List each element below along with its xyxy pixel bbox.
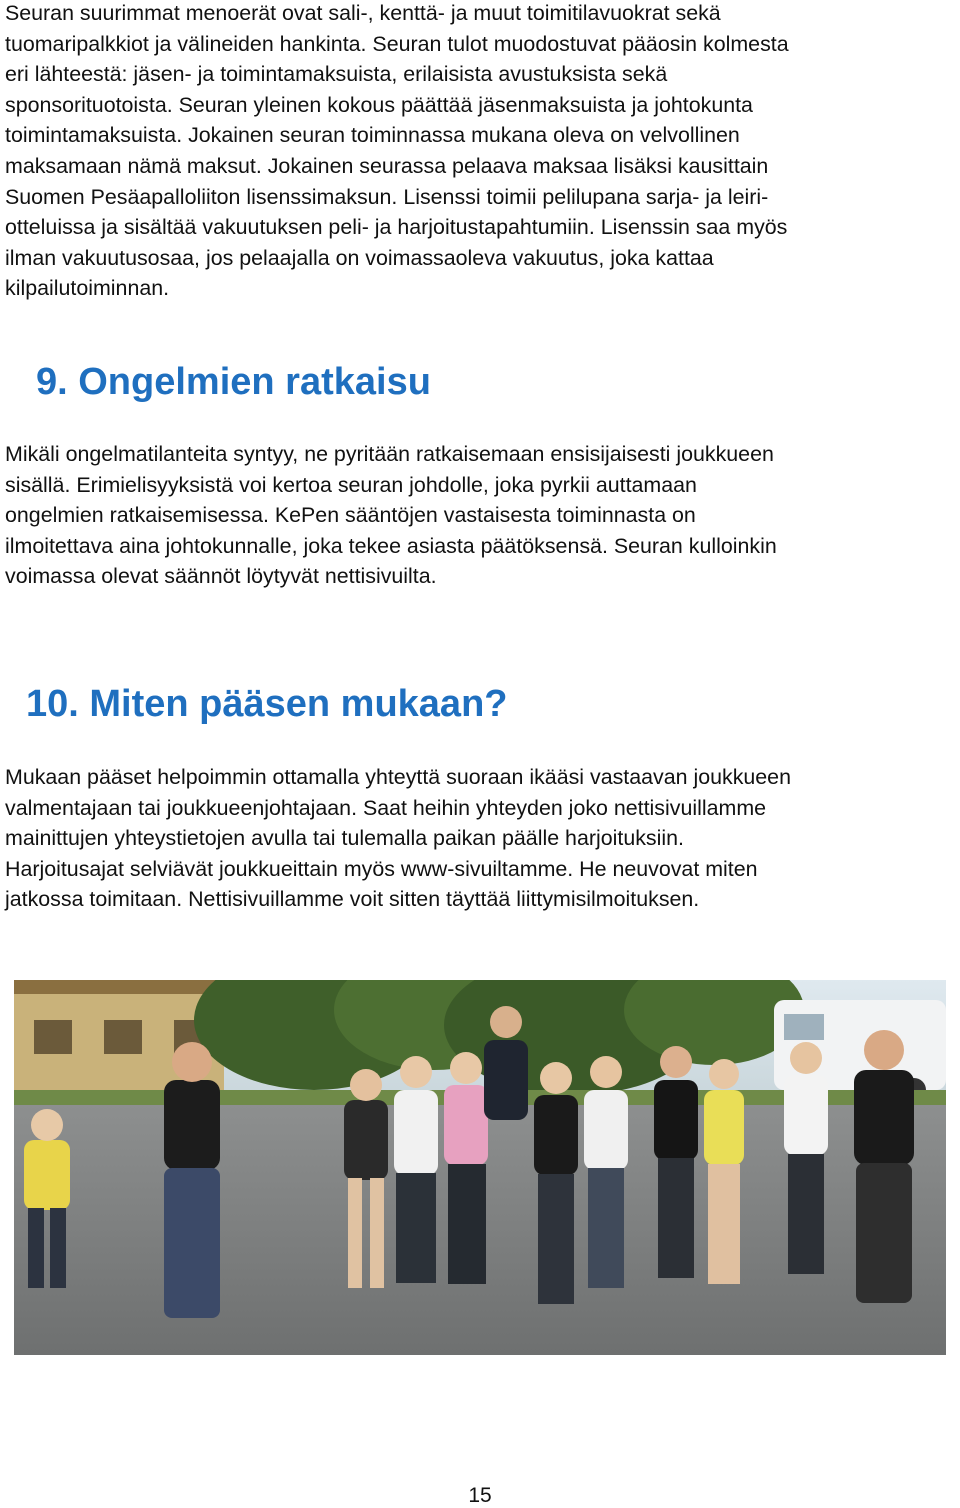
text-line: tuomaripalkkiot ja välineiden hankinta. Seuran tulot muodostuvat pääosin kolmesta: [5, 31, 789, 56]
text-line: maksamaan nämä maksut. Jokainen seurassa pelaava maksaa lisäksi kausittain: [5, 153, 769, 178]
text-line: sponsorituotoista. Seuran yleinen kokous päättää jäsenmaksuista ja johtokunta: [5, 92, 753, 117]
text-line: Mukaan pääset helpoimmin ottamalla yhteyttä suoraan ikääsi vastaavan joukkueen: [5, 765, 791, 789]
paragraph-problem-solving: [5, 439, 955, 592]
paragraph-finances: [5, 0, 955, 304]
text-line: voimassa olevat säännöt löytyvät nettisivuilta.: [5, 564, 437, 589]
text-line: valmentajaan tai joukkueenjohtajaan. Saat heihin yhteyden joko nettisivuillamme: [5, 795, 767, 820]
paragraph-joining: [5, 762, 955, 915]
section-heading-10: 10. Miten pääsen mukaan?: [26, 683, 508, 725]
text-line: toimintamaksuista. Jokainen seuran toiminnassa mukana oleva on velvollinen: [5, 123, 740, 148]
group-photo: [14, 980, 946, 1355]
text-line: eri lähteestä: jäsen- ja toimintamaksuista, erilaisista avustuksista sekä: [5, 62, 668, 87]
text-line: Mikäli ongelmatilanteita syntyy, ne pyritään ratkaisemaan ensisijaisesti joukkueen: [5, 442, 774, 466]
text-line: jatkossa toimitaan. Nettisivuillamme voit sitten täyttää liittymisilmoituksen.: [5, 887, 700, 912]
text-line: Suomen Pesäapalloliiton lisenssimaksun. Lisenssi toimii pelilupana sarja- ja leiri-: [5, 184, 769, 209]
text-line: kilpailutoiminnan.: [5, 276, 170, 301]
text-line: sisällä. Erimielisyyksistä voi kertoa seuran johdolle, joka pyrkii auttamaan: [5, 472, 697, 497]
text-line: Seuran suurimmat menoerät ovat sali-, kenttä- ja muut toimitilavuokrat sekä: [5, 1, 721, 25]
section-heading-9: 9. Ongelmien ratkaisu: [36, 361, 431, 403]
text-line: otteluissa ja sisältää vakuutuksen peli- ja harjoitustapahtumiin. Lisenssin saa myös: [5, 215, 788, 240]
page-number: 15: [468, 1484, 492, 1507]
text-line: mainittujen yhteystietojen avulla tai tulemalla paikan päälle harjoituksiin.: [5, 826, 684, 851]
text-line: ilman vakuutusosaa, jos pelaajalla on voimassaoleva vakuutus, joka kattaa: [5, 245, 714, 270]
text-line: Harjoitusajat selviävät joukkueittain myös www-sivuiltamme. He neuvovat miten: [5, 856, 758, 881]
text-line: ilmoitettava aina johtokunnalle, joka tekee asiasta päätöksensä. Seuran kulloinkin: [5, 533, 777, 558]
text-line: ongelmien ratkaisemisessa. KePen sääntöjen vastaisesta toiminnasta on: [5, 503, 696, 528]
